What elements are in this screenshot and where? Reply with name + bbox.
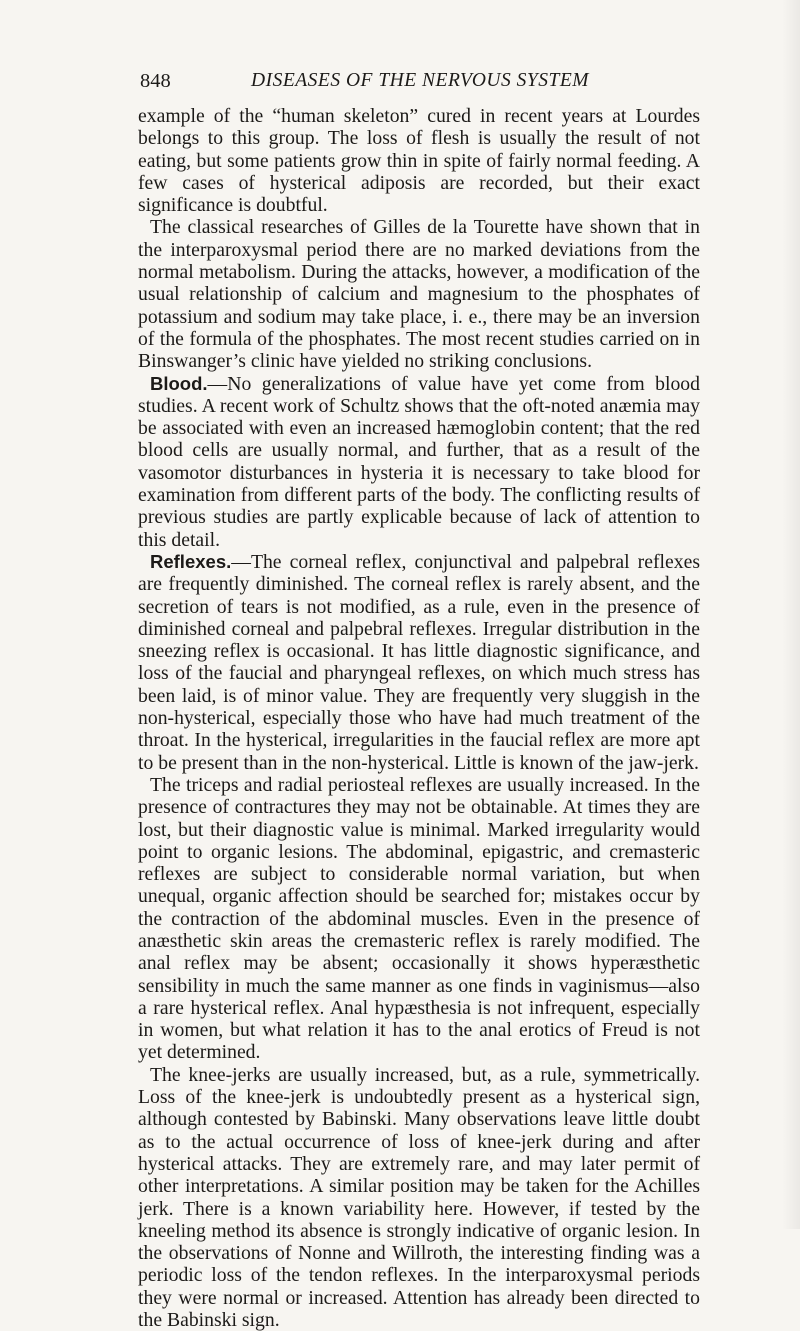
page-header — [140, 66, 700, 96]
paragraph-blood — [138, 373, 700, 551]
page-edge-shadow — [782, 0, 800, 1229]
paragraph-metabolism — [138, 216, 700, 372]
body-text — [138, 105, 700, 1331]
paragraph-text: The classical researches of Gilles de la Tourette have shown that in the interparoxysmal period there are no marked deviations from the normal metabolism. During the attacks, however, a modification of the usual relationship of calcium and magnesium to the phosphates of potassium and sodium may take place, i. e., there may be an inversion of the formula of the phosphates. The most recent studies carried on in Binswanger’s clinic have yielded no striking conclusions. — [138, 216, 700, 373]
paragraph-triceps — [138, 774, 700, 1064]
section-heading-blood: Blood. — [150, 372, 208, 394]
paragraph-text: The triceps and radial periosteal reflexes are usually increased. In the presence of contractures they may not be obtainable. At times they are lost, but their diagnostic value is minimal. Marked irregularity would point to organic lesions. The abdominal, epigastric, and cremasteric reflexes are subject to considerable normal variation, but when unequal, organic affection should be searched for; mistakes occur by the contraction of the abdominal muscles. Even in the presence of anæsthetic skin areas the cremasteric reflex is rarely modified. The anal reflex may be absent; occasionally it shows hyperæsthetic sensibility in much the same manner as one finds in vaginismus—also a rare hysterical reflex. Anal hypæsthesia is not infrequent, especially in women, but what relation it has to the anal erotics of Freud is not yet determined. — [138, 773, 700, 1064]
paragraph-text: —No generalizations of value have yet come from blood studies. A recent work of Schultz shows that the oft-noted anæmia may be associated with even an increased hæmoglobin content; that the red blood cells are usually normal, and further, that as a result of the vasomotor disturbances in hysteria it is necessary to take blood for examination from different parts of the body. The conflicting results of previous studies are partly explicable because of lack of attention to this detail. — [138, 372, 700, 551]
paragraph-text: example of the “human skeleton” cured in recent years at Lourdes belongs to this group. The loss of flesh is usually the result of not eating, but some patients grow thin in spite of fairly normal feeding. A few cases of hysterical adiposis are recorded, but their exact significance is doubtful. — [138, 105, 700, 217]
paragraph-skeleton — [138, 105, 700, 216]
paragraph-text: The knee-jerks are usually increased, but, as a rule, symmetrically. Loss of the knee-jerk is undoubtedly present as a hysterical sign, although contested by Babinski. Many observations leave little doubt as to the actual occurrence of loss of knee-jerk during and after hysterical attacks. They are extremely rare, and may later permit of other interpretations. A similar position may be taken for the Achilles jerk. There is a known variability here. However, if tested by the kneeling method its absence is strongly indicative of organic lesion. In the observations of Nonne and Willroth, the interesting finding was a periodic loss of the tendon reflexes. In the interparoxysmal periods they were normal or increased. Attention has already been directed to the Babinski sign. — [138, 1063, 700, 1331]
running-title: DISEASES OF THE NERVOUS SYSTEM — [251, 70, 589, 91]
paragraph-reflexes — [138, 551, 700, 774]
paragraph-text: —The corneal reflex, conjunctival and palpebral reflexes are frequently diminished. The corneal reflex is rarely absent, and the secretion of tears is not modified, as a rule, even in the presence of diminished corneal and palpebral reflexes. Irregular distribution in the sneezing reflex is occasional. It has little diagnostic significance, and loss of the faucial and pharyngeal reflexes, on which much stress has been laid, is of minor value. They are frequently very sluggish in the non-hysterical, especially those who have had much treatment of the throat. In the hysterical, irregularities in the faucial reflex are more apt to be present than in the non-hysterical. Little is known of the jaw-jerk. — [138, 550, 700, 774]
page-number: 848 — [140, 70, 171, 92]
paragraph-knee-jerks — [138, 1064, 700, 1331]
section-heading-reflexes: Reflexes. — [150, 550, 232, 572]
